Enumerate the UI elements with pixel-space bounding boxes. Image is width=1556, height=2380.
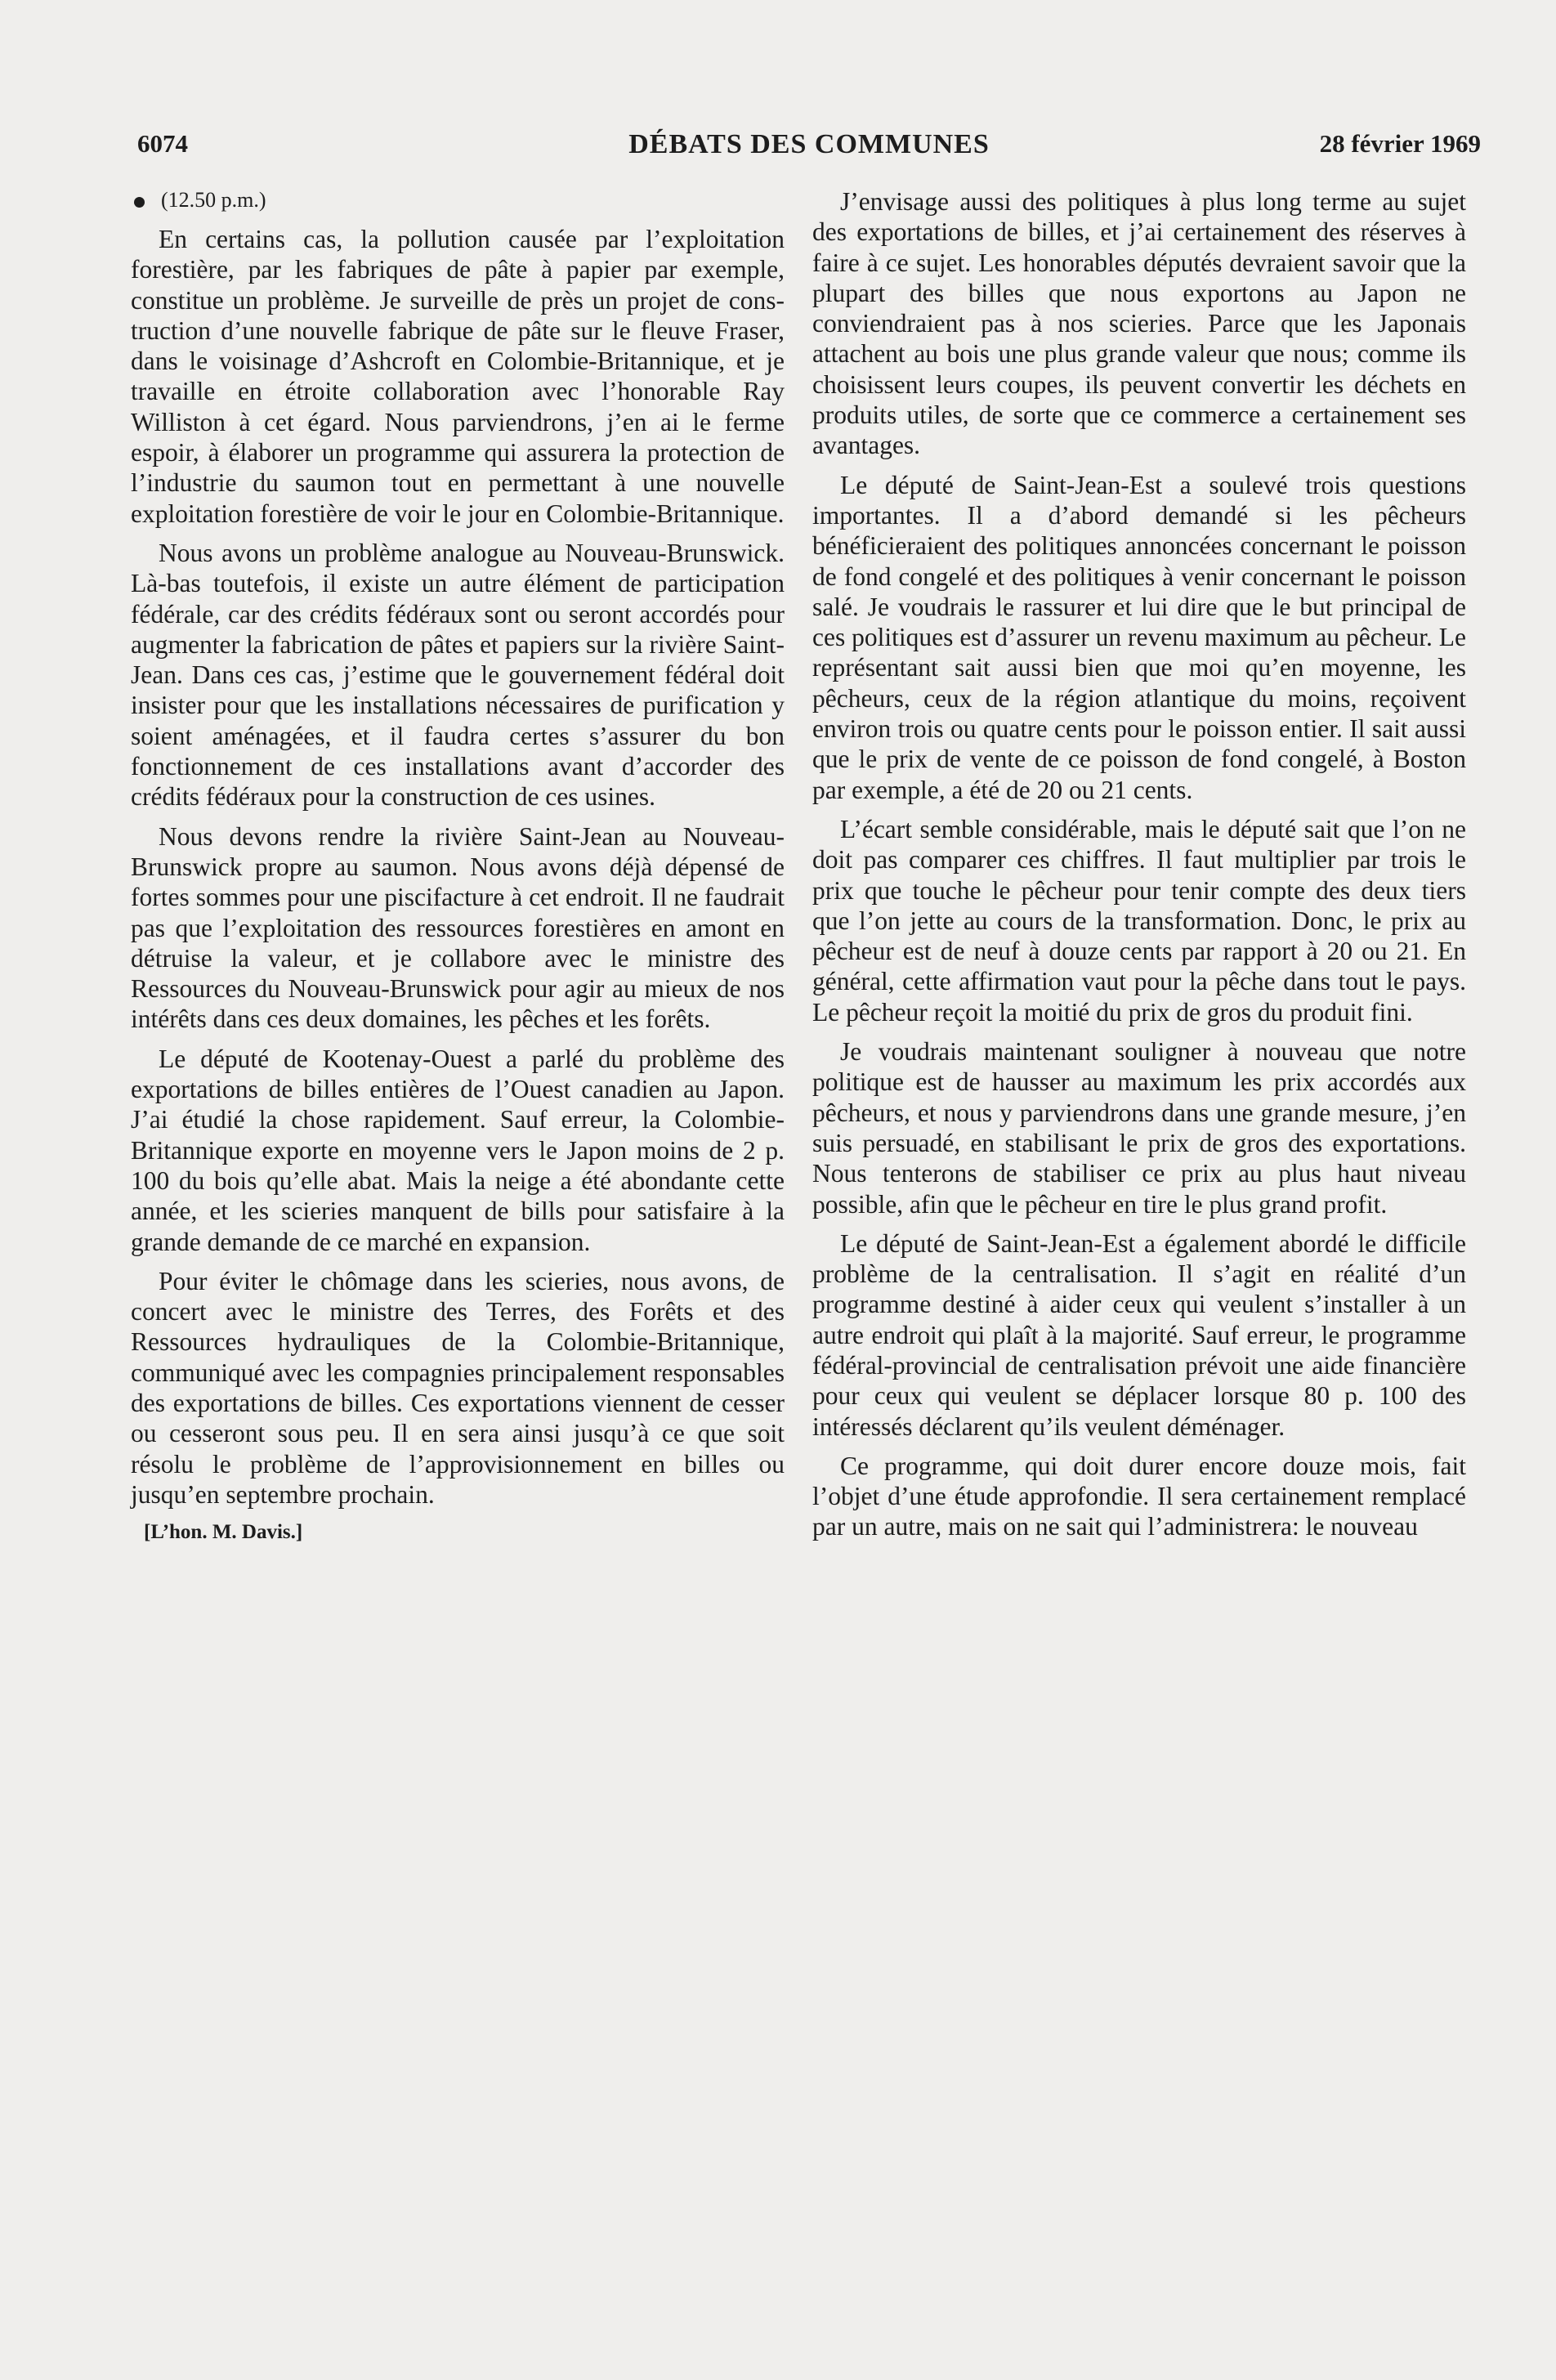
paragraph: Le député de Saint-Jean-Est a soulevé trois questions importantes. Il a d’abord demandé si les pêcheurs bénéficieraient des politiques annoncées concernant le poisson de fond congelé et des politiques à venir concernant le poisson salé. Je voudrais le rassurer et lui dire que le but principal de ces politiques est d’assurer un revenu maximum au pêcheur. Le représentant sait aussi bien que moi qu’en moyenne, les pêcheurs, ceux de la région atlantique du moins, reçoivent environ trois ou quatre cents pour le poisson entier. Il sait aussi que le prix de vente de ce poisson de fond congelé, à Boston par exemple, a été de 20 ou 21 cents. (812, 470, 1466, 804)
issue-date: 28 février 1969 (1319, 129, 1481, 158)
paragraph: Le député de Kootenay-Ouest a parlé du problème des exportations de billes entières de l’Ouest canadien au Japon. J’ai étudié la chose rapidement. Sauf erreur, la Colombie-Britannique exporte en moyenne vers le Japon moins de 2 p. 100 du bois qu’elle abat. Mais la neige a été abondante cette année, et les scieries manquent de bills pour satisfaire à la grande demande de ce marché en expansion. (131, 1044, 785, 1256)
paragraph: Nous avons un problème analogue au Nouveau-Brunswick. Là-bas toutefois, il existe un autre élément de participation fédérale, car des crédits fédéraux sont ou seront accordés pour augmenter la fabrication de pâtes et papiers sur la rivière Saint-Jean. Dans ces cas, j’estime que le gouvernement fédéral doit insister pour que les installations nécessaires de purification y soient aménagées, et il faudra certes s’assurer du bon fonctionnement de ces installations avant d’accorder des crédits fédéraux pour la construction de ces usines. (131, 538, 785, 812)
right-column (812, 186, 1466, 1551)
paragraph: Ce programme, qui doit durer encore douze mois, fait l’objet d’une étude approfondie. Il sera certainement remplacé par un autre, mais on ne sait qui l’administrera: le nouveau (812, 1451, 1466, 1541)
paragraph: En certains cas, la pollution causée par l’exploitation forestière, par les fabriques de pâte à papier par exemple, constitue un problème. Je surveille de près un projet de construction d’une nouvelle fabrique de pâte sur le fleuve Fraser, dans le voisinage d’Ashcroft en Colombie-Britannique, et je travaille en étroite collaboration avec l’honorable Ray Williston à cet égard. Nous parviendrons, j’en ai le ferme espoir, à élaborer un programme qui assurera la protection de l’industrie du saumon tout en permettant à une nouvelle exploitation forestière de voir le jour en Colombie-Britannique. (131, 225, 785, 528)
paragraph: J’envisage aussi des politiques à plus long terme au sujet des exportations de billes, et j’ai certainement des réserves à faire à ce sujet. Les honorables députés devraient savoir que la plupart des billes que nous exportons au Japon ne conviendraient pas à nos scieries. Parce que les Japonais attachent au bois une plus grande valeur que nous; comme ils choisissent leurs coupes, ils peuvent convertir les déchets en produits utiles, de sorte que ce commerce a certainement ses avantages. (812, 187, 1466, 460)
page-number: 6074 (137, 129, 188, 158)
paragraph: Le député de Saint-Jean-Est a également abordé le difficile problème de la centralisation. Il s’agit en réalité d’un programme destiné à aider ceux qui veulent s’installer à un autre endroit qui plaît à la majorité. Sauf erreur, le programme fédéral-provincial de centralisation prévoit une aide financière pour ceux qui veulent se déplacer lorsque 80 p. 100 des intéressés déclarent qu’ils veulent déménager. (812, 1228, 1466, 1441)
paragraph: L’écart semble considérable, mais le député sait que l’on ne doit pas comparer ces chiffres. Il faut multiplier par trois le prix que touche le pêcheur pour tenir compte des deux tiers que l’on jette au cours de la transformation. Donc, le prix au pêcheur est de neuf à douze cents par rapport à 20 ou 21. En général, cette affirmation vaut pour la pêche dans tout le pays. Le pêcheur reçoit la moitié du prix de gros du produit fini. (812, 814, 1466, 1027)
paragraph: Nous devons rendre la rivière Saint-Jean au Nouveau-Brunswick propre au saumon. Nous avons déjà dépensé de fortes sommes pour une piscifacture à cet endroit. Il ne faudrait pas que l’exploitation des ressources forestières en amont en détruise la valeur, et je collabore avec le ministre des Ressources du Nouveau-Brunswick pour agir au mieux de nos intérêts dans ces deux domaines, les pêches et les forêts. (131, 821, 785, 1034)
paragraph: Je voudrais maintenant souligner à nouveau que notre politique est de hausser au maximum les prix accordés aux pêcheurs, et nous y parviendrons dans une grande mesure, j’en suis persuadé, en stabilisant le prix de gros des exportations. Nous tenterons de stabiliser ce prix au plus haut niveau possible, afin que le pêcheur en tire le plus grand profit. (812, 1037, 1466, 1219)
speaker-attribution: [L’hon. M. Davis.] (144, 1521, 303, 1544)
bullet-icon (134, 197, 145, 208)
paragraph: Pour éviter le chômage dans les scieries, nous avons, de concert avec le ministre des Terres, des Forêts et des Ressources hydrauliques de la Colombie-Britannique, communiqué avec les compagnies principalement responsables des exportations de billes. Ces exportations viennent de cesser ou cesseront sous peu. Il en sera ainsi jusqu’à ce que soit résolu le problème de l’approvisionnement en billes ou jusqu’en septembre prochain. (131, 1266, 785, 1509)
running-header (137, 129, 1481, 168)
publication-title: DÉBATS DES COMMUNES (628, 129, 990, 159)
time-stamp (134, 186, 785, 214)
left-column (131, 186, 785, 1546)
time-stamp-text: (12.50 p.m.) (161, 188, 266, 212)
